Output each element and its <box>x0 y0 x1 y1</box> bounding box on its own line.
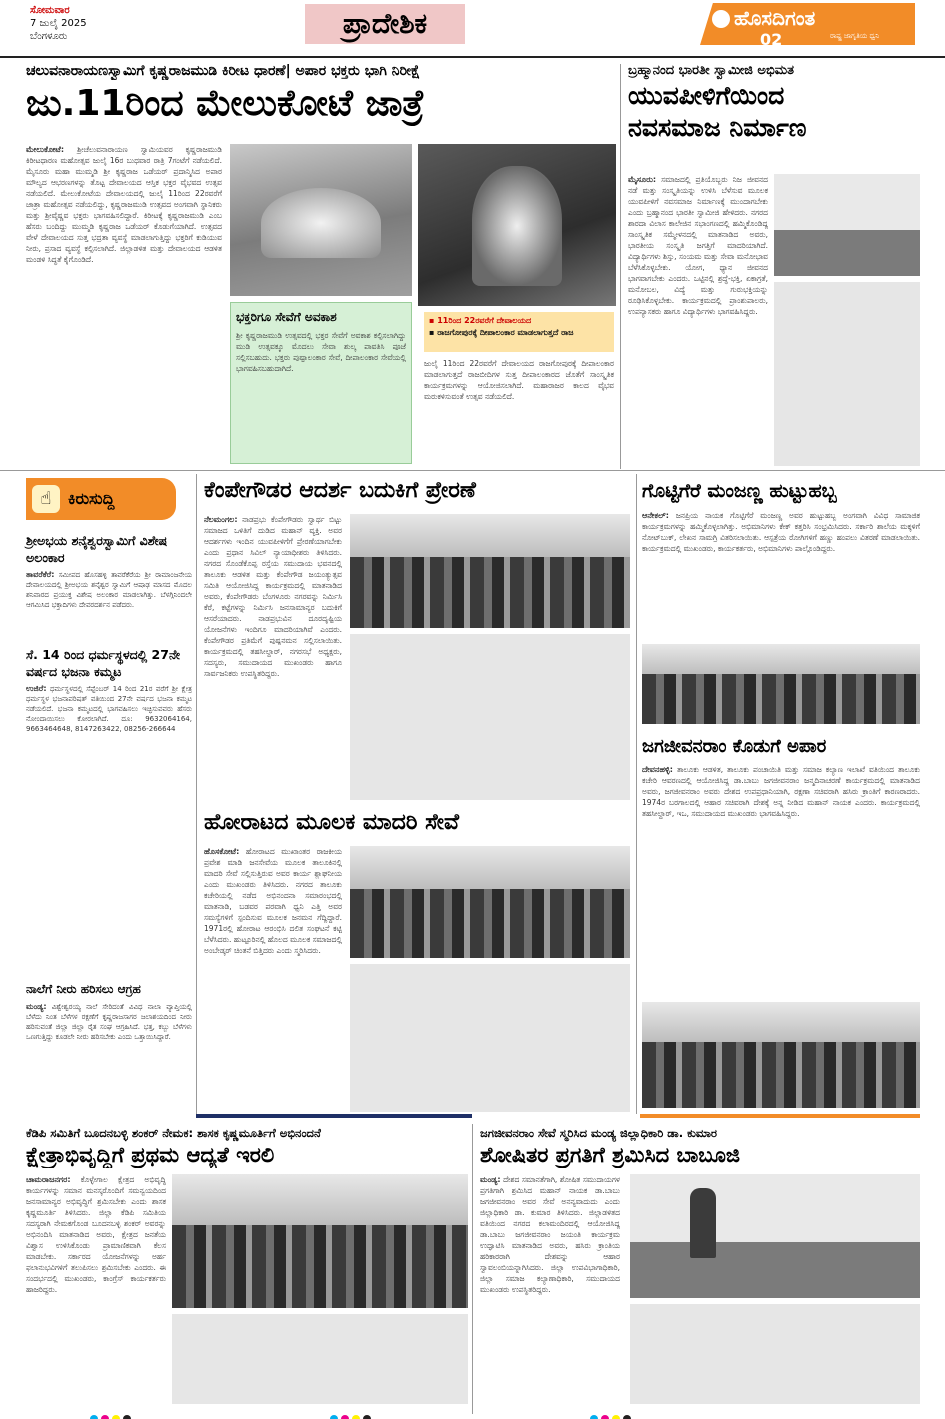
lead-story <box>26 62 616 468</box>
madari-story <box>204 810 630 1114</box>
kdp-headline: ಕ್ಷೇತ್ರಾಭಿವೃದ್ಧಿಗೆ ಪ್ರಥಮ ಆದ್ಯತೆ ಇರಲಿ <box>26 1143 275 1167</box>
lead-body-text: ಶ್ರೀಚೆಲುವನಾರಾಯಣ ಸ್ವಾಮಿಯವರ ಕೃಷ್ಣರಾಜಮುಡಿ ಕಿರೀಟಧಾರಣ ಮಹೋತ್ಸವ ಜುಲೈ 16ರ ಬುಧವಾರ ರಾತ್ರಿ 7ಗಂಟೆಗೆ ನಡೆಯಲಿದೆ. ಮೈಸೂರು ಮಹಾ ಮುಮ್ಮಡಿ ಶ್ರೀ ಕೃಷ್ಣರಾಜ ಒಡೆಯರ್ ಪ್ರದಾನ್ಮಿಸಿದ ಅಪಾರ ಮೌಲ್ಯದ ಆಭರಣಗಳನ್ನು ತೊಟ್ಟ ದೇವಾಲಯದ ಆಸ್ತಿಕ ಭಕ್ತರ ವೈಭವದ ಉತ್ಸವ ನಡೆಯಲಿದೆ. ಮೇಲುಕೋಟೆಯ ದೇವಾಲಯದಲ್ಲಿ ಜುಲೈ 11ರಿಂದ 22ರವರೆಗೆ ಜಾತ್ರಾ ಮಹೋತ್ಸವ ನಡೆಯಲಿದ್ದು, ಕೃಷ್ಣರಾಜಮುಡಿ ಉತ್ಸವದ ಅಂಗವಾಗಿ ಸ್ಥಾನಿಕರು ಮತ್ತು ಶ್ರೀವೈಷ್ಣವ ಭಕ್ತರು ಭಾಗವಹಿಸಲಿದ್ದಾರೆ. ಕಿರೀಟಕ್ಕೆ ಕೃಷ್ಣರಾಜಮುಡಿ ಎಂಬ ಹೆಸರು ಬಂದಿದ್ದು ಮುಮ್ಮಡಿ ಕೃಷ್ಣರಾಜ ಒಡೆಯರ್ ಕೊಡುಗೆಯಾಗಿದೆ. ಉತ್ಸವದ ವೇಳೆ ದೇವಾಲಯದ ಸುತ್ತ ಭದ್ರತಾ ವ್ಯವಸ್ಥೆ ಮಾಡಲಾಗುತ್ತಿದ್ದು ಭಕ್ತರಿಗೆ ಕುಡಿಯುವ ನೀರು, ಪ್ರಸಾದ ವ್ಯವಸ್ಥೆ ಕಲ್ಪಿಸಲಾಗಿದೆ. ಜಿಲ್ಲಾಡಳಿತ ಮತ್ತು ದೇವಾಲಯದ ಆಡಳಿತ ಮಂಡಳಿ ಸಿದ್ಧತೆ ಕೈಗೊಂಡಿದೆ. <box>26 145 222 264</box>
babuji-body-text: ದೇಶದ ಸಮಾನತೆಗಾಗಿ, ಶೋಷಿತ ಸಮುದಾಯಗಳ ಪ್ರಗತಿಗಾಗಿ ಶ್ರಮಿಸಿದ ಮಹಾನ್ ನಾಯಕ ಡಾ.ಬಾಬು ಜಗಜೀವನರಾಂ ಅವರ ಸೇವೆ ಅನನ್ಯವಾದುದು ಎಂದು ಜಿಲ್ಲಾಧಿಕಾರಿ ಡಾ. ಕುಮಾರ ತಿಳಿಸಿದರು. ಜಿಲ್ಲಾಡಳಿತದ ವತಿಯಿಂದ ನಗರದ ಕಲಾಮಂದಿರದಲ್ಲಿ ಆಯೋಜಿಸಿದ್ದ ಡಾ.ಬಾಬು ಜಗಜೀವನರಾಂ ಜಯಂತಿ ಕಾರ್ಯಕ್ರಮ ಉದ್ಘಾಟಿಸಿ ಮಾತನಾಡಿದ ಅವರು, ಹಸಿರು ಕ್ರಾಂತಿಯ ಹರಿಕಾರರಾಗಿ ದೇಶವನ್ನು ಆಹಾರ ಸ್ವಾವಲಂಬಿಯನ್ನಾಗಿಸಿದರು. ಜಿಲ್ಲಾ ಉಪವಿಭಾಗಾಧಿಕಾರಿ, ಜಿಲ್ಲಾ ಸಮಾಜ ಕಲ್ಯಾಣಾಧಿಕಾರಿ, ಸಮುದಾಯದ ಮುಖಂಡರು ಉಪಸ್ಥಿತರಿದ್ದರು. <box>480 1175 620 1294</box>
kiru-item3-head: ನಾಲೆಗೆ ನೀರು ಹರಿಸಲು ಆಗ್ರಹ <box>26 982 141 996</box>
dates-box-text-2: ರಾಜಗೋಪುರಕ್ಕೆ ದೀಪಾಲಂಕಾರ ಮಾಡಲಾಗುತ್ತದೆ ರಾಜ <box>437 328 574 337</box>
deity-idol-icon <box>472 166 562 286</box>
madari-body <box>204 846 342 1112</box>
section-title: ಪ್ರಾದೇಶಿಕ <box>305 4 465 44</box>
kdp-story <box>26 1124 468 1408</box>
jagajeevanram-dateline: ದೇವನಹಳ್ಳಿ: <box>642 765 673 774</box>
kiru-item3-body <box>26 1002 192 1102</box>
divider-bar-blue <box>196 1114 472 1118</box>
kempegowda-continued <box>350 634 630 800</box>
lead-headline: ಜು.11ರಿಂದ ಮೇಲುಕೋಟೆ ಜಾತ್ರೆ <box>26 83 425 124</box>
swamiji-body <box>628 174 768 466</box>
swamiji-dateline: ಮೈಸೂರು: <box>628 175 657 184</box>
column-rule <box>636 474 637 1114</box>
lead-dateline: ಮೇಲುಕೋಟೆ: <box>26 145 65 154</box>
divider-bar-orange <box>640 1114 920 1118</box>
kiru-item1-text: ಸಮೀಪದ ಹೊಸಹಳ್ಳಿ ತಾವರೆಕೆರೆಯ ಶ್ರೀ ರಾಮಾಂಜನೇಯ ದೇವಾಲಯದಲ್ಲಿ ಶ್ರೀಅಭಯ ಶನೈಶ್ವರ ಸ್ವಾಮಿಗೆ ಆಷಾಢ ಮಾಸದ ಮೊದಲ ಶನಿವಾರದ ಪ್ರಯುಕ್ತ ವಿಶೇಷ ಅಲಂಕಾರ ಮಾಡಲಾಗಿತ್ತು. ಬೆಳಗ್ಗಿನಿಂದಲೇ ಆಗಮಿಸಿದ ಭಕ್ತಾದಿಗಳು ದೇವರದರ್ಶನ ಪಡೆದರು. <box>26 571 192 609</box>
kiru-item2-text: ಧರ್ಮಸ್ಥಳದಲ್ಲಿ ಸೆಪ್ಟೆಂಬರ್ 14 ರಿಂದ 21ರ ವರೆಗೆ ಶ್ರೀ ಕ್ಷೇತ್ರ ಧರ್ಮಸ್ಥಳ ಭಜನಾಪರಿಷತ್ ವತಿಯಿಂದ 27ನೇ ವರ್ಷದ ಭಜನಾ ಕಮ್ಮಟ ನಡೆಯಲಿದೆ. ಭಜನಾ ಕಮ್ಮಟದಲ್ಲಿ ಭಾಗವಹಿಸಲು ಇಚ್ಛಿಸುವವರು ಹೆಸರು ನೋಂದಾಯಿಸಲು ಕೋರಲಾಗಿದೆ. ದೂ: 9632064164, 9663464648, 8147263422, 08256-266644 <box>26 685 192 733</box>
kiru-item1-body <box>26 570 192 640</box>
swamiji-headline-1: ಯುವಪೀಳಿಗೆಯಿಂದ <box>628 81 785 110</box>
masthead-date-text: 7 ಜುಲೈ 2025 <box>30 18 87 29</box>
print-marks-right <box>590 1408 634 1419</box>
kdp-continued <box>172 1314 468 1404</box>
brand-logo <box>712 6 815 30</box>
print-dot <box>90 1415 98 1419</box>
pointing-hand-icon: ☝ <box>32 485 60 513</box>
print-dot <box>623 1415 631 1419</box>
print-dot <box>590 1415 598 1419</box>
babuji-continued <box>630 1304 920 1404</box>
gottigere-photo <box>642 644 920 724</box>
masthead-day: ಸೋಮವಾರ <box>30 5 70 16</box>
print-marks-left <box>90 1408 134 1419</box>
print-dot <box>330 1415 338 1419</box>
masthead-date <box>30 4 87 43</box>
dates-box <box>424 312 614 352</box>
kiru-item2-body <box>26 684 192 974</box>
kdp-body <box>26 1174 166 1404</box>
kempegowda-story <box>204 478 630 800</box>
madari-body-text: ಹೋರಾಟದ ಮುಖಾಂತರ ರಾಜಕೀಯ ಪ್ರವೇಶ ಮಾಡಿ ಜನಸೇವೆಯ ಮೂಲಕ ತಾಲೂಕಿನಲ್ಲಿ ಮಾದರಿ ಸೇವೆ ಸಲ್ಲಿಸುತ್ತಿರುವ ಅವರ ಕಾರ್ಯ ಶ್ಲಾಘನೀಯ ಎಂದು ಮುಖಂಡರು ತಿಳಿಸಿದರು. ನಗರದ ತಾಲೂಕು ಕಚೇರಿಯಲ್ಲಿ ನಡೆದ ಅಭಿನಂದನಾ ಸಮಾರಂಭದಲ್ಲಿ ಮಾತನಾಡಿ, ಬಡವರ ಪರವಾಗಿ ಧ್ವನಿ ಎತ್ತಿ ಅವರ ಸಮಸ್ಯೆಗಳಿಗೆ ಸ್ಪಂದಿಸುವ ಮೂಲಕ ಜನಮನ ಗೆದ್ದಿದ್ದಾರೆ. 1971ರಲ್ಲಿ ಹೋರಾಟ ಆರಂಭಿಸಿ ದಲಿತ ಸಂಘಟನೆ ಕಟ್ಟಿ ಬೆಳೆಸಿದರು. ಹುಟ್ಟೂರಿನಲ್ಲಿ ಹೊಲದ ಮೂಲಕ ಸಮಾಜದಲ್ಲಿ ಅಂಬೇಡ್ಕರ್ ಚಿಂತನೆ ಬಿತ್ತಿದರು ಎಂದು ಸ್ಮರಿಸಿದರು. <box>204 847 342 955</box>
babuji-story <box>480 1124 920 1408</box>
kiru-item1-dateline: ತಾವರೆಕೆರೆ: <box>26 570 55 579</box>
highlight-body: ಶ್ರೀ ಕೃಷ್ಣರಾಜಮುಡಿ ಉತ್ಸವದಲ್ಲಿ ಭಕ್ತರ ಸೇವೆಗೆ ಅವಕಾಶ ಕಲ್ಪಿಸಲಾಗಿದ್ದು ಮುಡಿ ಉತ್ಸವಕ್ಕೂ ಮೊದಲು ಸೇವಾ ಶುಲ್ಕ ಪಾವತಿಸಿ ಪೂಜೆ ಸಲ್ಲಿಸಬಹುದು. ಭಕ್ತರು ಪುಷ್ಪಾಲಂಕಾರ ಸೇವೆ, ದೀಪಾಲಂಕಾರ ಸೇವೆಯಲ್ಲಿ ಭಾಗವಹಿಸಬಹುದಾಗಿದೆ. <box>236 331 406 373</box>
masthead <box>0 0 945 58</box>
jagajeevanram-story <box>642 734 920 1114</box>
kiru-badge <box>26 478 176 520</box>
crown-photo <box>230 144 412 296</box>
kiru-suddi-column <box>26 478 192 1114</box>
babuji-kicker: ಜಗಜೀವನರಾಂ ಸೇವೆ ಸ್ಮರಿಸಿದ ಮಂಡ್ಯ ಜಿಲ್ಲಾಧಿಕಾರಿ ಡಾ. ಕುಮಾರ <box>480 1126 717 1140</box>
madari-photo <box>350 846 630 958</box>
kempegowda-dateline: ನೆಲಮಂಗಲ: <box>204 515 238 524</box>
dates-box-line2: ▪ ರಾಜಗೋಪುರಕ್ಕೆ ದೀಪಾಲಂಕಾರ ಮಾಡಲಾಗುತ್ತದೆ ರಾಜ <box>429 328 574 337</box>
swamiji-body-text: ಸಮಾಜದಲ್ಲಿ ಪ್ರತಿಯೊಬ್ಬರು ನಿಜ ಜೀವನದ ನಡೆ ಮತ್ತು ಸಂಸ್ಕೃತಿಯನ್ನು ಉಳಿಸಿ ಬೆಳೆಸುವ ಮೂಲಕ ಯುವಪೀಳಿಗೆ ನವಸಮಾಜ ನಿರ್ಮಾಣಕ್ಕೆ ಮುಂದಾಗಬೇಕು ಎಂದು ಬ್ರಹ್ಮಾನಂದ ಭಾರತೀ ಸ್ವಾಮೀಜಿ ಹೇಳಿದರು. ನಗರದ ಶಾರದಾ ವಿಲಾಸ ಕಾಲೇಜಿನ ಸಭಾಂಗಣದಲ್ಲಿ ಹಮ್ಮಿಕೊಂಡಿದ್ದ ಸಾಂಸ್ಕೃತಿಕ ಸಮ್ಮೇಳನದಲ್ಲಿ ಮಾತನಾಡಿದ ಅವರು, ಭಾರತೀಯ ಸಂಸ್ಕೃತಿ ಜಗತ್ತಿಗೆ ಮಾದರಿಯಾಗಿದೆ. ವಿದ್ಯಾರ್ಥಿಗಳು ಶಿಸ್ತು, ಸಂಯಮ ಮತ್ತು ಸೇವಾ ಮನೋಭಾವ ಬೆಳೆಸಿಕೊಳ್ಳಬೇಕು. ಯೋಗ, ಧ್ಯಾನ ಜೀವನದ ಭಾಗವಾಗಬೇಕು ಎಂದರು. ಒಟ್ಟಿನಲ್ಲಿ ಶ್ರದ್ಧೆ-ಭಕ್ತಿ, ಏಕಾಗ್ರತೆ, ಮನೋಬಲ, ವಿದ್ಯೆ ಮತ್ತು ಗುರುಭಕ್ತಿಯನ್ನು ರೂಢಿಸಿಕೊಳ್ಳಬೇಕು. ಕಾರ್ಯಕ್ರಮದಲ್ಲಿ ಪ್ರಾಂಶುಪಾಲರು, ಉಪನ್ಯಾಸಕರು ಹಾಗೂ ವಿದ್ಯಾರ್ಥಿಗಳು ಭಾಗವಹಿಸಿದ್ದರು. <box>628 175 768 316</box>
kdp-photo <box>172 1174 468 1308</box>
print-marks-center <box>330 1408 374 1419</box>
crown-icon <box>261 188 381 258</box>
print-dot <box>352 1415 360 1419</box>
print-dot <box>112 1415 120 1419</box>
gottigere-body-text: ಜನಪ್ರಿಯ ನಾಯಕ ಗೊಟ್ಟಿಗೆರೆ ಮಂಜಣ್ಣ ಅವರ ಹುಟ್ಟುಹಬ್ಬ ಅಂಗವಾಗಿ ವಿವಿಧ ಸಾಮಾಜಿಕ ಕಾರ್ಯಕ್ರಮಗಳನ್ನು ಹಮ್ಮಿಕೊಳ್ಳಲಾಗಿತ್ತು. ಅಭಿಮಾನಿಗಳು ಕೇಕ್ ಕತ್ತರಿಸಿ ಸಂಭ್ರಮಿಸಿದರು. ಸರ್ಕಾರಿ ಶಾಲೆಯ ಮಕ್ಕಳಿಗೆ ನೋಟ್‌ಬುಕ್, ಲೇಖನ ಸಾಮಗ್ರಿ ವಿತರಿಸಲಾಯಿತು. ಆಸ್ಪತ್ರೆಯ ರೋಗಿಗಳಿಗೆ ಹಣ್ಣು ಹಂಪಲು ವಿತರಣೆ ಮಾಡಲಾಯಿತು. ಕಾರ್ಯಕ್ರಮದಲ್ಲಿ ಮುಖಂಡರು, ಕಾರ್ಯಕರ್ತರು, ಅಭಿಮಾನಿಗಳು ಪಾಲ್ಗೊಂಡಿದ್ದರು. <box>642 511 920 553</box>
kiru-item1-head: ಶ್ರೀಅಭಯ ಶನೈಶ್ವರಸ್ವಾಮಿಗೆ ವಿಶೇಷ ಅಲಂಕಾರ <box>26 533 168 565</box>
jagajeevanram-headline: ಜಗಜೀವನರಾಂ ಕೊಡುಗೆ ಅಪಾರ <box>642 736 827 757</box>
dates-box-line1: ▪ 11ರಿಂದ 22ರವರೆಗೆ ದೇವಾಲಯದ <box>429 316 532 325</box>
section-rule <box>0 470 945 471</box>
swamiji-photo <box>774 174 920 276</box>
kempegowda-body <box>204 514 342 800</box>
jagajeevanram-photo <box>642 1002 920 1108</box>
kempegowda-photo <box>350 514 630 628</box>
print-dot <box>612 1415 620 1419</box>
lead-kicker: ಚಲುವನಾರಾಯಣಸ್ವಾಮಿಗೆ ಕೃಷ್ಣರಾಜಮುಡಿ ಕಿರೀಟ ಧಾರಣೆ| ಅಪಾರ ಭಕ್ತರು ಭಾಗಿ ನಿರೀಕ್ಷೆ <box>26 63 421 79</box>
kiru-item2-head: ಸೆ. 14 ರಿಂದ ಧರ್ಮಸ್ಥಳದಲ್ಲಿ 27ನೇ ವರ್ಷದ ಭಜನಾ ಕಮ್ಮಟ <box>26 647 180 679</box>
kiru-item3-text: ವಿಶ್ವೇಶ್ವರಯ್ಯ ನಾಲೆ ಸೇರಿದಂತೆ ವಿವಿಧ ನಾಲಾ ವ್ಯಾಪ್ತಿಯಲ್ಲಿ ಬೆಳೆದು ನಿಂತ ಬೆಳೆಗಳ ರಕ್ಷಣೆಗೆ ಕೃಷ್ಣರಾಜಸಾಗರ ಜಲಾಶಯದಿಂದ ನೀರು ಹರಿಸುವಂತೆ ಜಿಲ್ಲಾ ಜಿಲ್ಲಾ ರೈತ ಸಂಘ ಆಗ್ರಹಿಸಿದೆ. ಭತ್ತ, ಕಬ್ಬು ಬೆಳೆಗಳು ಒಣಗುತ್ತಿದ್ದು ಕೂಡಲೇ ನೀರು ಹರಿಸಬೇಕು ಎಂದು ಒತ್ತಾಯಿಸಿದ್ದಾರೆ. <box>26 1003 192 1041</box>
swamiji-kicker: ಬ್ರಹ್ಮಾನಂದ ಭಾರತೀ ಸ್ವಾಮೀಜಿ ಅಭಿಮತ <box>628 63 794 78</box>
print-dot <box>123 1415 131 1419</box>
swamiji-story <box>628 62 920 468</box>
column-rule <box>196 474 197 1114</box>
print-dot <box>601 1415 609 1419</box>
madari-headline: ಹೋರಾಟದ ಮೂಲಕ ಮಾದರಿ ಸೇವೆ <box>204 810 459 835</box>
print-dot <box>363 1415 371 1419</box>
babuji-body <box>480 1174 620 1404</box>
column-rule <box>620 64 621 469</box>
dates-box-text: 11ರಿಂದ 22ರವರೆಗೆ ದೇವಾಲಯದ <box>437 316 532 325</box>
brand-name: ಹೊಸದಿಗಂತ <box>734 6 816 30</box>
gottigere-story <box>642 478 920 728</box>
kempegowda-body-text: ನಾಡಪ್ರಭು ಕೆಂಪೇಗೌಡರು ಸ್ವಾರ್ಥ ಬಿಟ್ಟು ಸಮಾಜದ ಒಳಿತಿಗೆ ದುಡಿದ ಮಹಾನ್ ವ್ಯಕ್ತಿ. ಅವರ ಆದರ್ಶಗಳು ಇಂದಿನ ಯುವಪೀಳಿಗೆಗೆ ಪ್ರೇರಣೆಯಾಗಬೇಕು ಎಂದು ಪ್ರಧಾನ ಸಿವಿಲ್ ನ್ಯಾಯಾಧೀಶರು ತಿಳಿಸಿದರು. ನಗರದ ಸೊಂಡೆಕೊಪ್ಪ ರಸ್ತೆಯ ಸಮುದಾಯ ಭವನದಲ್ಲಿ ತಾಲೂಕು ಆಡಳಿತ ಮತ್ತು ಕೆಂಪೇಗೌಡ ಜಯಂತ್ಯುತ್ಸವ ಸಮಿತಿ ಆಯೋಜಿಸಿದ್ದ ಕಾರ್ಯಕ್ರಮದಲ್ಲಿ ಮಾತನಾಡಿದ ಅವರು, ಕೆಂಪೇಗೌಡರು ಬೆಂಗಳೂರು ನಗರವನ್ನು ನಿರ್ಮಿಸಿ ಕೆರೆ, ಕಟ್ಟೆಗಳನ್ನು ನಿರ್ಮಿಸಿ ಜನಸಾಮಾನ್ಯರ ಬದುಕಿಗೆ ಆಸರೆಯಾದರು. ನಾಡಪ್ರಭುವಿನ ದೂರದೃಷ್ಟಿಯ ಯೋಜನೆಗಳು ಇಂದಿಗೂ ಮಾದರಿಯಾಗಿವೆ ಎಂದರು. ಕೆಂಪೇಗೌಡರ ಪ್ರತಿಮೆಗೆ ಪುಷ್ಪನಮನ ಸಲ್ಲಿಸಲಾಯಿತು. ಕಾರ್ಯಕ್ರಮದಲ್ಲಿ ತಹಸೀಲ್ದಾರ್, ನಗರಸಭೆ ಅಧ್ಯಕ್ಷರು, ಸದಸ್ಯರು, ಸಮುದಾಯದ ಮುಖಂಡರು ಹಾಗೂ ಸಾರ್ವಜನಿಕರು ಉಪಸ್ಥಿತರಿದ್ದರು. <box>204 515 342 678</box>
gottigere-headline: ಗೊಟ್ಟಿಗೆರೆ ಮಂಜಣ್ಣ ಹುಟ್ಟುಹಬ್ಬ <box>642 480 837 502</box>
kiru-item3-dateline: ಮಂಡ್ಯ: <box>26 1002 47 1011</box>
page-number: 02 <box>760 30 783 49</box>
lead-body <box>26 144 222 466</box>
print-dot <box>101 1415 109 1419</box>
deity-photo <box>418 144 616 306</box>
gottigere-body <box>642 510 920 640</box>
kiru-badge-label: ಕಿರುಸುದ್ದಿ <box>68 489 115 508</box>
kempegowda-headline: ಕೆಂಪೇಗೌಡರ ಆದರ್ಶ ಬದುಕಿಗೆ ಪ್ರೇರಣೆ <box>204 478 476 503</box>
jagajeevanram-body-text: ತಾಲೂಕು ಆಡಳಿತ, ತಾಲೂಕು ಪಂಚಾಯಿತಿ ಮತ್ತು ಸಮಾಜ ಕಲ್ಯಾಣ ಇಲಾಖೆ ವತಿಯಿಂದ ತಾಲೂಕು ಕಚೇರಿ ಆವರಣದಲ್ಲಿ ಆಯೋಜಿಸಿದ್ದ ಡಾ.ಬಾಬು ಜಗಜೀವನರಾಂ ಜನ್ಮದಿನಾಚರಣೆ ಕಾರ್ಯಕ್ರಮದಲ್ಲಿ ಮಾತನಾಡಿದ ಅವರು, ಜಗಜೀವನರಾಂ ಅವರು ದೇಶದ ಉಪಪ್ರಧಾನಿಯಾಗಿ, ರಕ್ಷಣಾ ಸಚಿವರಾಗಿ ಹಸಿರು ಕ್ರಾಂತಿಗೆ ಕಾರಣರಾದರು. 1974ರ ಬರಗಾಲದಲ್ಲಿ ಆಹಾರ ಸಚಿವರಾಗಿ ದೇಶಕ್ಕೆ ಅನ್ನ ನೀಡಿದ ಮಹಾನ್ ನಾಯಕ ಎಂದರು. ಕಾರ್ಯಕ್ರಮದಲ್ಲಿ ತಹಸೀಲ್ದಾರ್, ಇಒ, ಸಮುದಾಯದ ಮುಖಂಡರು ಭಾಗವಹಿಸಿದ್ದರು. <box>642 765 920 818</box>
jagajeevanram-body <box>642 764 920 996</box>
babuji-dateline: ಮಂಡ್ಯ: <box>480 1175 501 1184</box>
kdp-dateline: ಚಾಮರಾಜನಗರ: <box>26 1175 71 1184</box>
babuji-statue-photo <box>630 1174 920 1298</box>
masthead-city: ಬೆಂಗಳೂರು <box>30 31 68 42</box>
highlight-box <box>230 302 412 464</box>
column-rule <box>472 1124 473 1414</box>
babuji-headline: ಶೋಷಿತರ ಪ್ರಗತಿಗೆ ಶ್ರಮಿಸಿದ ಬಾಬೂಜಿ <box>480 1143 740 1167</box>
madari-dateline: ಹೊಸಕೋಟೆ: <box>204 847 240 856</box>
kdp-kicker: ಕೆಡಿಪಿ ಸಮಿತಿಗೆ ಬೂದನಬಳ್ಳಿ ಶಂಕರ್ ನೇಮಕ: ಶಾಸಕ ಕೃಷ್ಣಮೂರ್ತಿಗೆ ಅಭಿನಂದನೆ <box>26 1126 321 1140</box>
lead-body-2: ಜುಲೈ 11ರಿಂದ 22ರವರೆಗೆ ದೇವಾಲಯದ ರಾಜಗೋಪುರಕ್ಕೆ ದೀಪಾಲಂಕಾರ ಮಾಡಲಾಗುತ್ತದೆ ರಾಜಬೀದಿಗಳ ಸುತ್ತ ದೀಪಾಲಂಕಾರದ ಜೊತೆಗೆ ಸಾಂಸ್ಕೃತಿಕ ಕಾರ್ಯಕ್ರಮಗಳನ್ನು ಆಯೋಜಿಸಲಾಗಿದೆ. ಮಹಾರಾಜರ ಕಾಲದ ವೈಭವ ಮರುಕಳಿಸುವಂತೆ ಉತ್ಸವ ನಡೆಯಲಿದೆ. <box>424 359 614 401</box>
statue-icon <box>690 1188 716 1258</box>
swamiji-continued <box>774 282 920 466</box>
highlight-title: ಭಕ್ತರಿಗೂ ಸೇವೆಗೆ ಅವಕಾಶ <box>236 310 337 324</box>
brand-tagline: ರಾಷ್ಟ್ರ ಜಾಗೃತಿಯ ಧ್ವನಿ <box>830 32 880 40</box>
print-dot <box>341 1415 349 1419</box>
madari-continued <box>350 964 630 1112</box>
gottigere-dateline: ಆನೇಕಲ್: <box>642 511 669 520</box>
sun-icon <box>712 10 730 28</box>
masthead-rule <box>0 56 945 58</box>
kiru-item2-dateline: ಉಜಿರೆ: <box>26 684 47 693</box>
kdp-body-text: ಕೊಳ್ಳೇಗಾಲ ಕ್ಷೇತ್ರದ ಅಭಿವೃದ್ಧಿ ಕಾರ್ಯಗಳನ್ನು ಸಮಾನ ಮನಸ್ಕರೊಂದಿಗೆ ಸಮನ್ವಯದಿಂದ ಜನಸಾಮಾನ್ಯರ ಅಭಿವೃದ್ಧಿಗೆ ಶ್ರಮಿಸಬೇಕು ಎಂದು ಶಾಸಕ ಕೃಷ್ಣಮೂರ್ತಿ ತಿಳಿಸಿದರು. ಜಿಲ್ಲಾ ಕೆಡಿಪಿ ಸಮಿತಿಯ ಸದಸ್ಯರಾಗಿ ನೇಮಕಗೊಂಡ ಬೂದನಬಳ್ಳಿ ಶಂಕರ್ ಅವರನ್ನು ಅಭಿನಂದಿಸಿ ಮಾತನಾಡಿದ ಅವರು, ಕ್ಷೇತ್ರದ ಜನತೆಯ ವಿಶ್ವಾಸ ಉಳಿಸಿಕೊಂಡು ಪ್ರಾಮಾಣಿಕವಾಗಿ ಕೆಲಸ ಮಾಡಬೇಕು. ಸರ್ಕಾರದ ಯೋಜನೆಗಳನ್ನು ಅರ್ಹ ಫಲಾನುಭವಿಗಳಿಗೆ ತಲುಪಿಸಲು ಶ್ರಮಿಸಬೇಕು ಎಂದರು. ಈ ಸಂದರ್ಭದಲ್ಲಿ ಮುಖಂಡರು, ಕಾಂಗ್ರೆಸ್ ಕಾರ್ಯಕರ್ತರು ಹಾಜರಿದ್ದರು. <box>26 1175 166 1294</box>
swamiji-headline-2: ನವಸಮಾಜ ನಿರ್ಮಾಣ <box>628 113 807 142</box>
